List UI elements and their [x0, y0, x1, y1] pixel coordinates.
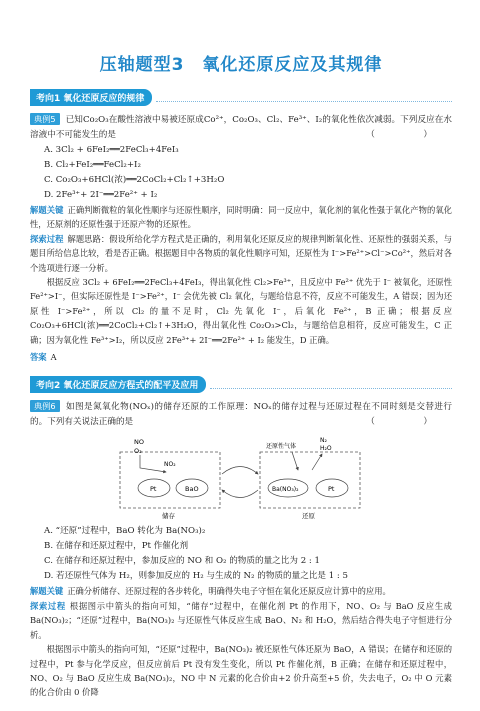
- reducing-gas-arrow: [292, 452, 298, 470]
- example-5-process-label: 探索过程: [30, 233, 64, 244]
- storage-inflow-arrow: [140, 455, 166, 472]
- example-5-process-text: 解题思路：假设所给化学方程式是正确的，利用氧化还原反应的规律判断氧化性、还原性的强弱关系，与题目所给信息比较，看是否正确。根据题目中各物质的氧化性顺序可知，还原性为 I⁻>Fe²⁺>Cl⁻>Co²⁺，然后对各个选项进行逐一分析。: [30, 233, 452, 273]
- example-6-option-b: B. 在储存和还原过程中，Pt 作催化剂: [44, 541, 189, 552]
- example-5-answer: [30, 350, 452, 364]
- example-6-process-text: 根据图示中箭头的指向可知，“储存”过程中，在催化剂 Pt 的作用下，NO、O₂ 与 BaO 反应生成 Ba(NO₃)₂；“还原”过程中，Ba(NO₃)₂ 与还原性气体反应生成 BaO、N₂ 和 H₂O，然后结合得失电子守恒进行分析。: [30, 600, 452, 640]
- n2-label: N₂: [320, 437, 327, 445]
- o2-label: O₂: [134, 447, 142, 456]
- section-1-header: [30, 89, 452, 105]
- reduction-box: [260, 452, 360, 508]
- reducing-gas-label: 还原性气体: [266, 443, 297, 451]
- example-6-answer-bracket: （ ）: [366, 417, 452, 428]
- cycle-arrow-bottom: [222, 490, 258, 498]
- example-5-analysis: 根据反应 3Cl₂ + 6FeI₂══2FeCl₃+4FeI₃，得出氧化性 Cl₂>Fe³⁺，且反应中 Fe²⁺ 优先于 I⁻ 被氧化，还原性 Fe²⁺>I⁻，但实际还原性是 I⁻>Fe²⁺，I⁻ 会优先被 Cl₂ 氧化，与题给信息不符，反应不可能发生，A 错误；因为还原性 I⁻>Fe²⁺，所以 Cl₂ 的量不足时，Cl₂ 先氧化 I⁻，后氧化 Fe²⁺，B 正确；根据反应 Co₂O₃+6HCl(浓)══2CoCl₂+Cl₂↑+3H₂O，得出氧化性 Co₂O₃>Cl₂，与题给信息相符，反应可能发生，C 正确；因为氧化性 Fe³⁺>I₂，所以反应 2Fe³⁺+ 2I⁻══2Fe²⁺ + I₂ 能发生，D 正确。: [30, 277, 452, 345]
- example-5-answer-label: 答案: [30, 352, 47, 363]
- example-6-process: [30, 599, 452, 642]
- example-6-option-a: A. “还原”过程中，BaO 转化为 Ba(NO₃)₂: [44, 526, 206, 537]
- pt-label-left: Pt: [150, 485, 157, 494]
- example-6-stem: [30, 400, 452, 430]
- section-2-tag: 考向2 氧化还原反应方程式的配平及应用: [30, 376, 206, 393]
- example-6-stem-text: 如图是氮氧化物(NOₓ)的储存还原的工作原理：NOₓ的储存过程与还原过程在不同时刻是交替进行的。下列有关说法正确的是: [30, 402, 452, 428]
- example-5-stem-text: 已知Co₂O₃在酸性溶液中易被还原成Co²⁺，Co₂O₃、Cl₂、Fe³⁺、I₂的氧化性依次减弱。下列反应在水溶液中不可能发生的是: [30, 115, 452, 140]
- example-5-key-label: 解题关键: [30, 205, 64, 215]
- h2o-label: H₂O: [320, 445, 332, 453]
- example-6-key: [30, 584, 452, 598]
- example-5-process: [30, 232, 452, 275]
- example-6-tag: 典例6: [30, 400, 60, 412]
- section-1-tag: 考向1 氧化还原反应的规律: [30, 89, 152, 106]
- example-6-key-text: 正确分析储存、还原过程的各步转化，明确得失电子守恒在氧化还原反应计算中的应用。: [67, 586, 391, 597]
- reduction-caption: 还原: [302, 512, 315, 521]
- section-2-divider: [210, 380, 452, 389]
- example-5-key: [30, 203, 452, 232]
- pt-label-right: Pt: [328, 485, 335, 494]
- example-6-process-label: 探索过程: [30, 600, 66, 611]
- bao-label: BaO: [185, 485, 199, 494]
- nox-storage-reduction-diagram: [30, 434, 452, 522]
- ba-nitrate-label: Ba(NO₃)₂: [272, 486, 299, 494]
- cycle-arrow-top: [222, 467, 258, 475]
- no-label: NO: [134, 438, 144, 447]
- example-6-key-label: 解题关键: [30, 586, 64, 597]
- page-title: 压轴题型3 氧化还原反应及其规律: [99, 55, 383, 75]
- no2-label: NO₂: [164, 461, 176, 469]
- example-5-tag: 典例5: [30, 113, 60, 125]
- example-5-option-b: B. Cl₂+FeI₂══FeCl₂+I₂: [44, 160, 141, 170]
- section-2-header: [30, 376, 452, 392]
- nox-diagram-svg: [116, 434, 366, 522]
- example-5-option-a: A. 3Cl₂ + 6FeI₂══2FeCl₃+4FeI₃: [44, 145, 179, 155]
- example-5-stem: [30, 113, 452, 143]
- section-1-divider: [156, 93, 452, 102]
- example-5-key-text: 正确判断微粒的氧化性顺序与还原性顺序，同时明确：同一反应中，氧化剂的氧化性强于氧化产物的氧化性，还原剂的还原性强于还原产物的还原性。: [30, 205, 452, 230]
- storage-caption: 储存: [162, 512, 175, 521]
- example-6-option-c: C. 在储存和还原过程中，参加反应的 NO 和 O₂ 的物质的量之比为 2 : 1: [44, 556, 320, 567]
- product-outflow-arrow: [312, 454, 322, 470]
- example-5-answer-value: A: [50, 352, 57, 363]
- example-5-answer-bracket: （ ）: [366, 130, 452, 140]
- example-5-option-d: D. 2Fe³⁺+ 2I⁻══2Fe²⁺ + I₂: [44, 190, 158, 200]
- example-6-option-d: D. 若还原性气体为 H₂，则参加反应的 H₂ 与生成的 N₂ 的物质的量之比是 1 : 5: [44, 571, 349, 582]
- example-5-option-c: C. Co₂O₃+6HCl(浓)══2CoCl₂+Cl₂↑+3H₂O: [44, 175, 225, 185]
- example-6-analysis: 根据图示中箭头的指向可知，“还原”过程中，Ba(NO₃)₂ 被还原性气体还原为 BaO，A 错误；在储存和还原的过程中，Pt 参与化学反应，但反应前后 Pt 没有发生变化，所以 Pt 作催化剂，B 正确；在储存和还原过程中，NO、O₂ 与 BaO 反应生成 Ba(NO₃)₂，NO 中 N 元素的化合价由+2 价升高至+5 价，失去电子，O₂ 中 O 元素的化合价由 0 价降: [30, 644, 452, 698]
